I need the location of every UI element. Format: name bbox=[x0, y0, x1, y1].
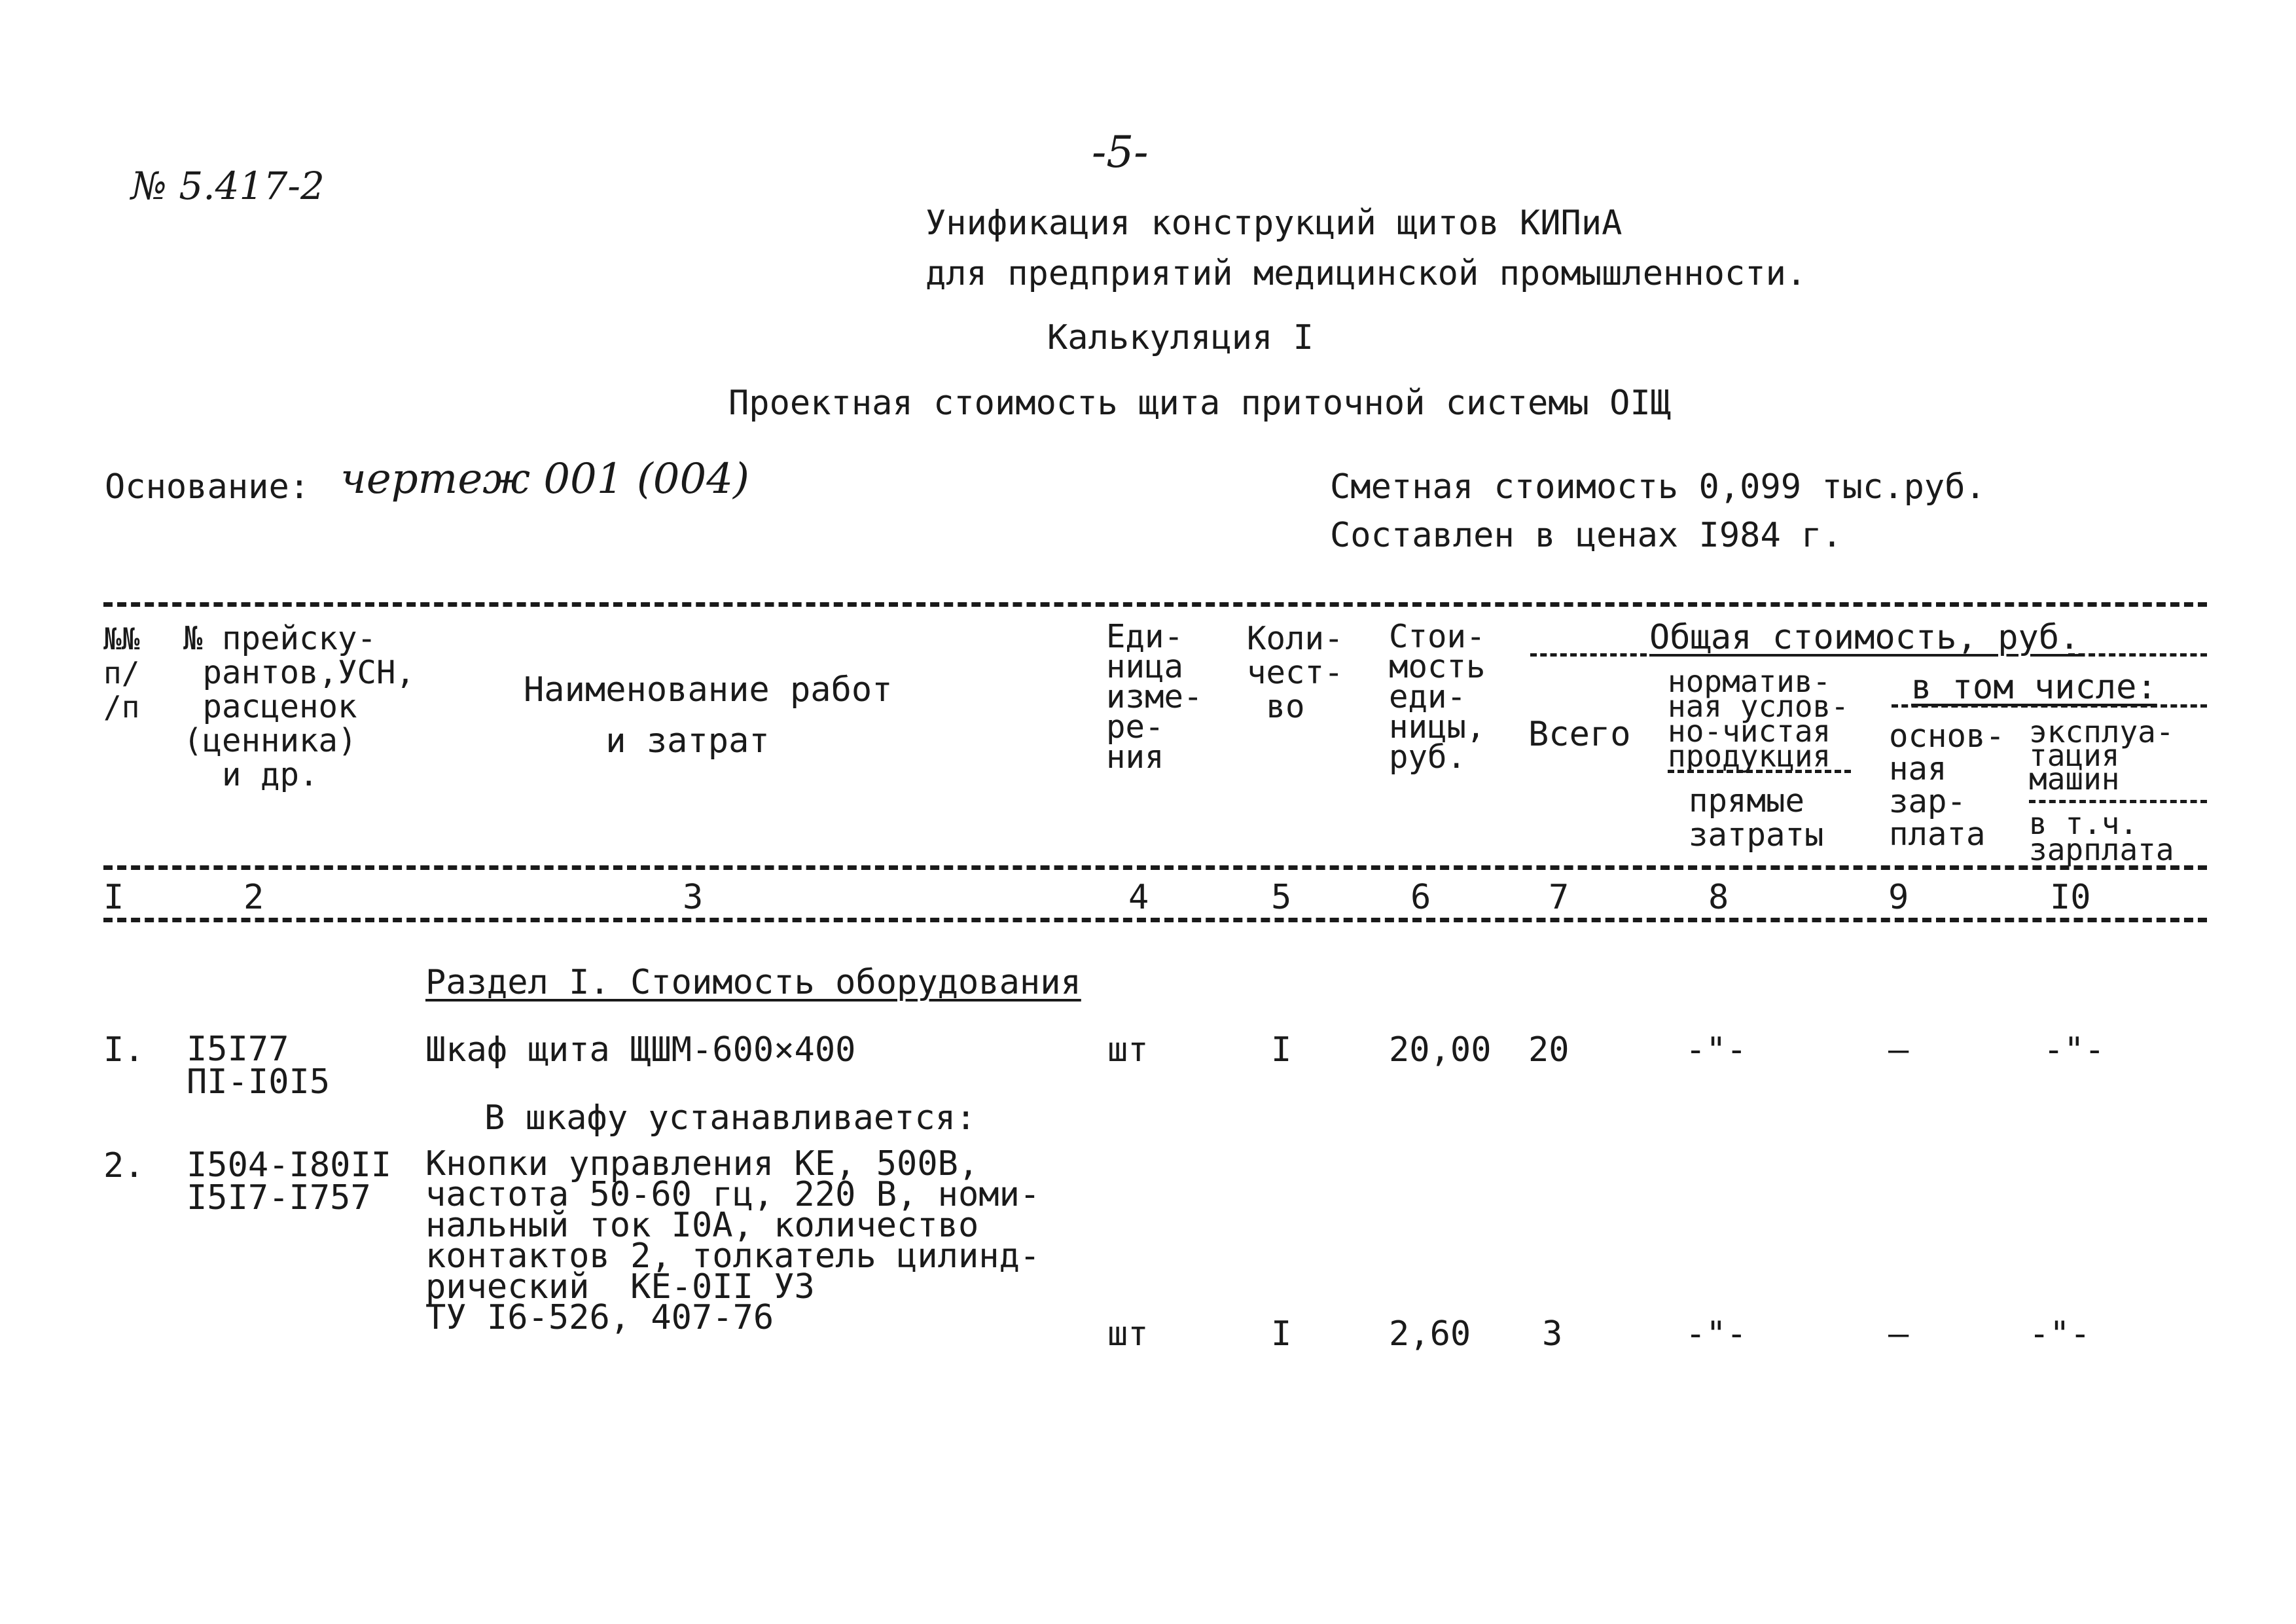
row-1-code: I5I77 ПI-I0I5 bbox=[187, 1030, 331, 1102]
document-subtitle: Проектная стоимость щита приточной системы ОIЩ bbox=[728, 384, 1672, 423]
header-unit-price: Стои- мость еди- ницы, руб. bbox=[1389, 618, 1486, 776]
row-2-machine-operation: -"- bbox=[2029, 1314, 2090, 1354]
header-total-group: Общая стоимость, руб. bbox=[1649, 618, 2080, 657]
header-col8-rule bbox=[1668, 770, 1851, 773]
column-number-3: 3 bbox=[683, 878, 704, 917]
document-number: № 5.417-2 bbox=[131, 164, 325, 208]
header-direct-costs: прямые затраты bbox=[1689, 782, 1824, 854]
table-top-rule bbox=[103, 602, 2207, 607]
basis-label: Основание: bbox=[105, 467, 310, 507]
row-1-base-salary: – bbox=[1888, 1030, 1909, 1070]
title-line-2: для предприятий медицинской промышленности. bbox=[925, 254, 1807, 293]
column-numbers-bottom-rule bbox=[103, 918, 2207, 922]
section-title: Раздел I. Стоимость оборудования bbox=[425, 963, 1081, 1002]
column-number-5: 5 bbox=[1271, 878, 1292, 917]
header-quantity: Коли- чест- во bbox=[1247, 620, 1344, 725]
row-2-quantity: I bbox=[1271, 1314, 1292, 1354]
row-1-direct-costs: -"- bbox=[1685, 1030, 1747, 1070]
row-2-base-salary: – bbox=[1888, 1314, 1909, 1354]
row-2-unit-price: 2,60 bbox=[1389, 1314, 1471, 1354]
row-2-direct-costs: -"- bbox=[1685, 1314, 1747, 1354]
row-1-quantity: I bbox=[1271, 1030, 1292, 1070]
header-including: в том числе: bbox=[1911, 668, 2157, 707]
column-number-4: 4 bbox=[1128, 878, 1149, 917]
row-1-number: I. bbox=[103, 1030, 145, 1070]
page-number: -5- bbox=[1092, 127, 1149, 177]
header-unit: Еди- ница изме- ре- ния bbox=[1106, 618, 1203, 776]
header-price-list: № прейску- рантов,УСН, расценок (ценника) и др. bbox=[183, 620, 416, 793]
column-number-7: 7 bbox=[1549, 878, 1570, 917]
header-bottom-rule bbox=[103, 865, 2207, 870]
title-line-1: Унификация конструкций щитов КИПиА bbox=[925, 204, 1623, 243]
header-net-production: норматив- ная услов- но-чистая продукция bbox=[1668, 664, 1849, 774]
row-1-unit: шт bbox=[1107, 1030, 1149, 1070]
column-number-2: 2 bbox=[243, 878, 264, 917]
row-1-name: Шкаф щита ЩШМ-600×400 bbox=[425, 1030, 856, 1070]
column-number-1: I bbox=[103, 878, 124, 917]
total-group-rule-left bbox=[1530, 653, 1647, 657]
installed-note: В шкафу устанавливается: bbox=[484, 1098, 977, 1138]
header-machine-salary: в т.ч. зарплата bbox=[2029, 806, 2174, 867]
row-2-name: Кнопки управления КЕ, 500В, частота 50-60 гц, 220 В, номи- нальный ток I0А, количество контактов 2, толкатель цилинд- рический КЕ-0II УЗ ТУ I6-526, 407-76 bbox=[425, 1144, 1041, 1337]
header-total: Всего bbox=[1528, 715, 1631, 754]
row-2-total: 3 bbox=[1542, 1314, 1563, 1354]
basis-value: чертеж 001 (004) bbox=[340, 455, 749, 503]
header-name: Наименование работ и затрат bbox=[524, 670, 893, 761]
calculation-title: Калькуляция I bbox=[1047, 318, 1314, 357]
price-level: Составлен в ценах I984 г. bbox=[1330, 516, 1842, 555]
header-including-rule bbox=[1892, 704, 2207, 708]
header-row-number: №№ п/ /п bbox=[103, 621, 140, 725]
header-machine-operation: эксплуа- тация машин bbox=[2029, 714, 2174, 797]
column-number-10: I0 bbox=[2050, 878, 2091, 917]
header-base-salary: основ- ная зар- плата bbox=[1889, 717, 2005, 853]
row-2-code: I504-I80II I5I7-I757 bbox=[187, 1146, 392, 1218]
row-2-unit: шт bbox=[1107, 1314, 1149, 1354]
column-number-8: 8 bbox=[1708, 878, 1729, 917]
total-group-rule-right bbox=[2068, 653, 2207, 657]
row-2-number: 2. bbox=[103, 1146, 145, 1185]
estimated-cost: Сметная стоимость 0,099 тыс.руб. bbox=[1330, 467, 1986, 507]
row-1-total: 20 bbox=[1528, 1030, 1570, 1070]
column-number-6: 6 bbox=[1410, 878, 1431, 917]
header-col10-rule bbox=[2029, 800, 2207, 803]
row-1-unit-price: 20,00 bbox=[1389, 1030, 1492, 1070]
column-number-9: 9 bbox=[1888, 878, 1909, 917]
row-1-machine-operation: -"- bbox=[2043, 1030, 2105, 1070]
